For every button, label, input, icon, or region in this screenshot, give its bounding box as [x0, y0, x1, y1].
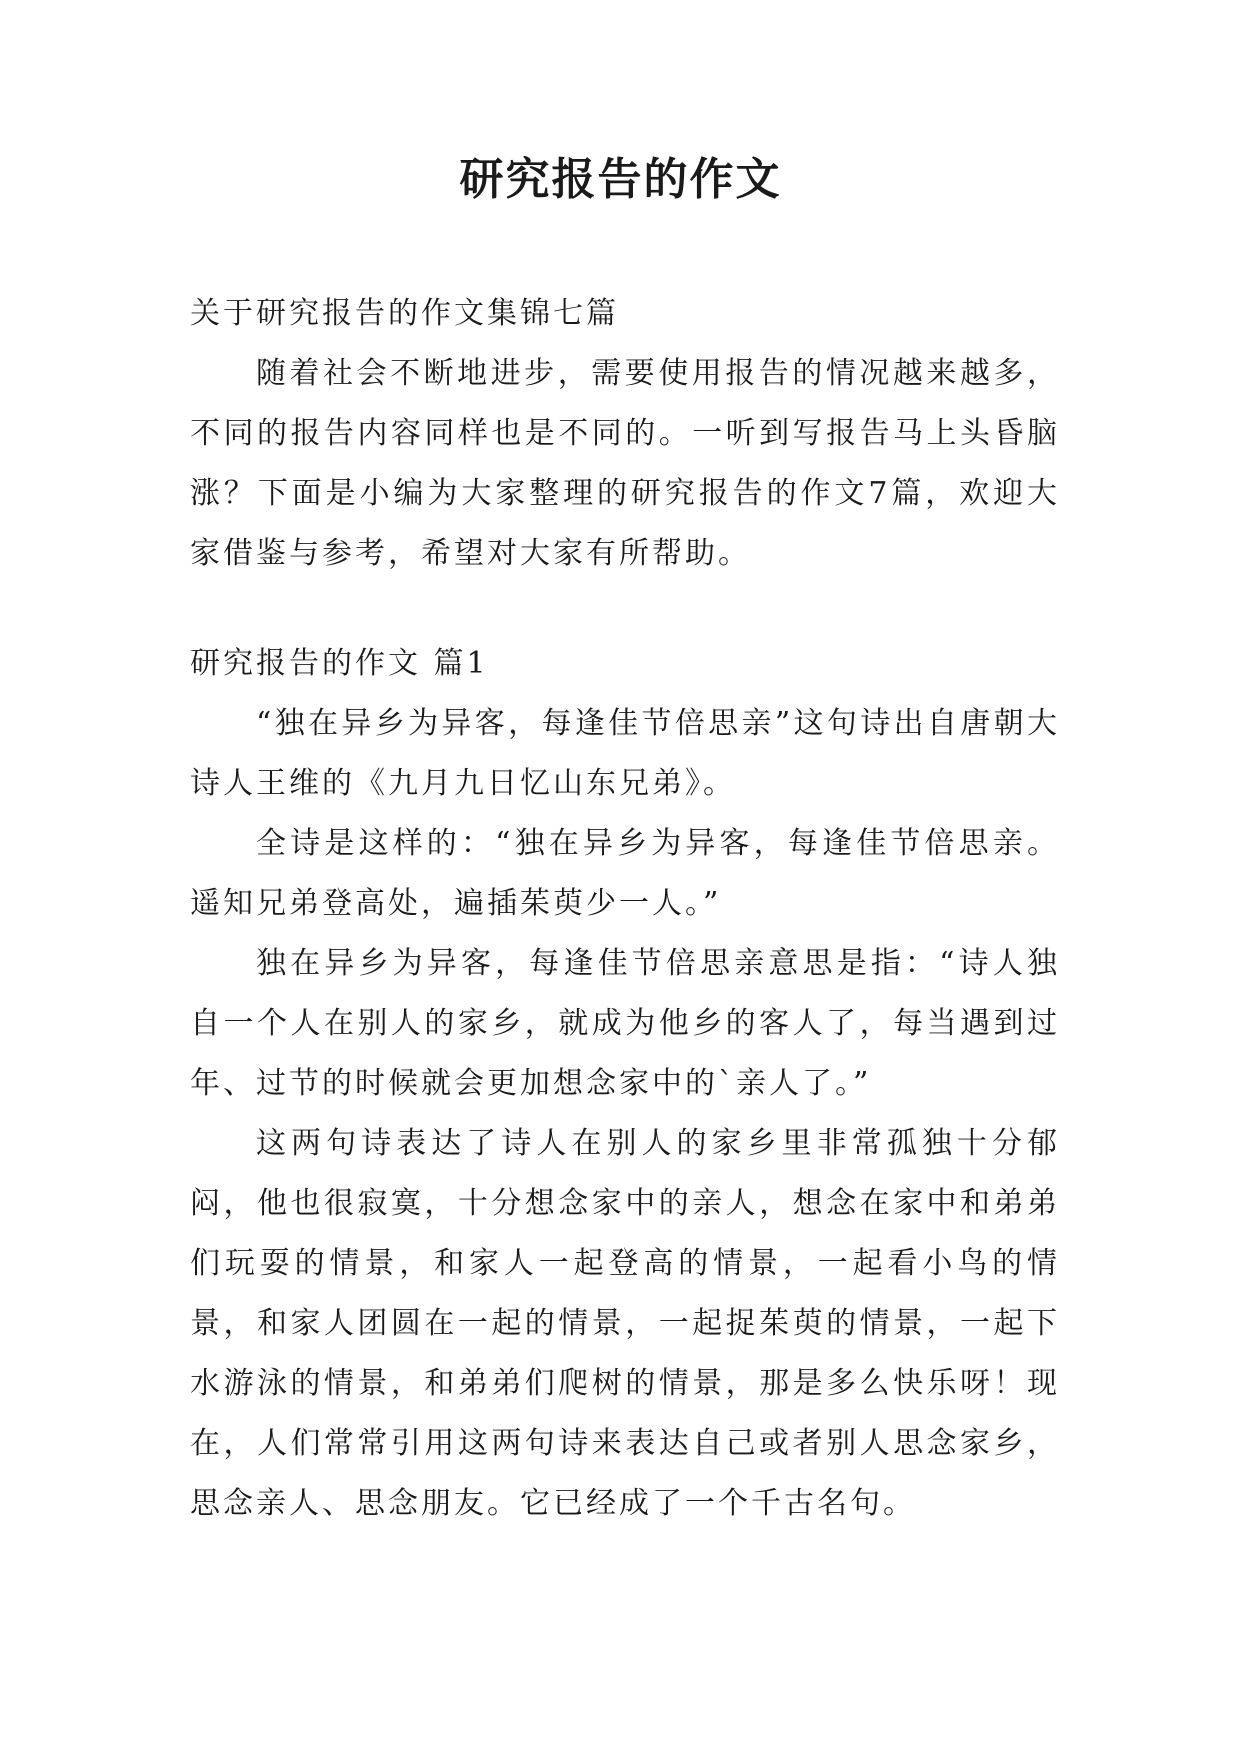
- body-paragraph: 全诗是这样的：“独在异乡为异客，每逢佳节倍思亲。遥知兄弟登高处，遍插茱萸少一人。”: [190, 826, 1060, 921]
- document-subtitle: 关于研究报告的作文集锦七篇: [190, 296, 619, 331]
- intro-paragraph: 随着社会不断地进步，需要使用报告的情况越来越多，不同的报告内容同样也是不同的。一听到写报告马上头昏脑涨？下面是小编为大家整理的研究报告的作文7篇，欢迎大家借鉴与参考，希望对大家有所帮助。: [190, 356, 1060, 571]
- page-title: 研究报告的作文: [459, 154, 782, 205]
- body-paragraph: 这两句诗表达了诗人在别人的家乡里非常孤独十分郁闷，他也很寂寞，十分想念家中的亲人，想念在家中和弟弟们玩耍的情景，和家人一起登高的情景，一起看小鸟的情景，和家人团圆在一起的情景，一起捉茱萸的情景，一起下水游泳的情景，和弟弟们爬树的情景，那是多么快乐呀！现在，人们常常引用这两句诗来表达自己或者别人思念家乡，思念亲人、思念朋友。它已经成了一个千古名句。: [190, 1126, 1060, 1521]
- section-heading: 研究报告的作文 篇1: [190, 646, 489, 681]
- body-paragraph: “独在异乡为异客，每逢佳节倍思亲”这句诗出自唐朝大诗人王维的《九月九日忆山东兄弟》。: [190, 706, 1060, 801]
- body-paragraph: 独在异乡为异客，每逢佳节倍思亲意思是指：“诗人独自一个人在别人的家乡，就成为他乡的客人了，每当遇到过年、过节的时候就会更加想念家中的`亲人了。”: [190, 946, 1060, 1101]
